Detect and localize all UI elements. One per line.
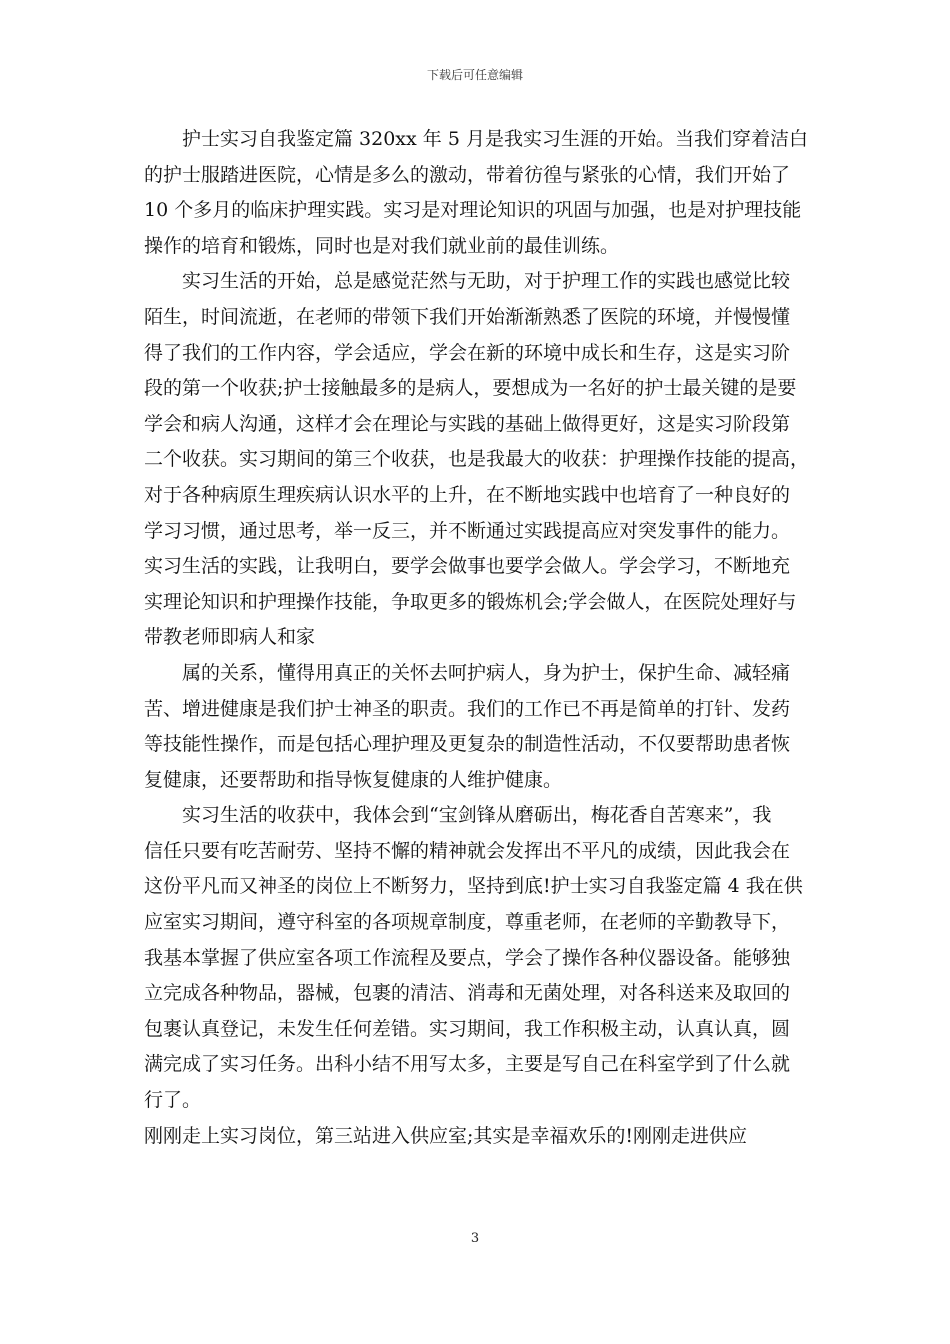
text-line: 应室实习期间，遵守科室的各项规章制度，尊重老师，在老师的辛勤教导下， (144, 911, 791, 934)
text-line: 行了。 (144, 1089, 202, 1112)
text-line: 信任只要有吃苦耐劳、坚持不懈的精神就会发挥出不平凡的成绩，因此我会在 (144, 839, 791, 862)
text-line: 10 个多月的临床护理实践。实习是对理论知识的巩固与加强，也是对护理技能 (144, 199, 802, 222)
paragraph-4 (144, 798, 808, 1118)
paragraph-2 (144, 264, 808, 656)
text-line: 对于各种病原生理疾病认识水平的上升，在不断地实践中也培育了一种良好的 (144, 483, 791, 506)
text-line: 包裹认真登记，未发生任何差错。实习期间，我工作积极主动，认真认真，圆 (144, 1017, 791, 1040)
text-line: 实习生活的开始，总是感觉茫然与无助，对于护理工作的实践也感觉比较 (182, 270, 791, 293)
text-line: 的护士服踏进医院，心情是多么的激动，带着彷徨与紧张的心情，我们开始了 (144, 163, 791, 186)
text-line: 立完成各种物品，器械，包裹的清洁、消毒和无菌处理，对各科送来及取回的 (144, 982, 791, 1005)
text-line: 学习习惯，通过思考，举一反三，并不断通过实践提高应对突发事件的能力。 (144, 519, 791, 542)
text-line: 我基本掌握了供应室各项工作流程及要点，学会了操作各种仪器设备。能够独 (144, 946, 791, 969)
text-line: 实理论知识和护理操作技能，争取更多的锻炼机会;学会做人，在医院处理好与 (144, 590, 797, 613)
text-line: 复健康，还要帮助和指导恢复健康的人维护健康。 (144, 768, 563, 791)
paragraph-5 (144, 1119, 808, 1155)
paragraph-1 (144, 122, 808, 264)
text-line: 得了我们的工作内容，学会适应，学会在新的环境中成长和生存，这是实习阶 (144, 341, 791, 364)
text-line: 实习生活的收获中，我体会到“宝剑锋从磨砺出，梅花香自苦寒来”，我 (182, 804, 772, 827)
text-line: 带教老师即病人和家 (144, 626, 316, 649)
text-line: 刚刚走上实习岗位，第三站进入供应室;其实是幸福欢乐的!刚刚走进供应 (144, 1124, 748, 1147)
text-line: 这份平凡而又神圣的岗位上不断努力，坚持到底!护士实习自我鉴定篇 4 我在供 (144, 875, 803, 898)
text-line: 陌生，时间流逝，在老师的带领下我们开始渐渐熟悉了医院的环境，并慢慢懂 (144, 305, 791, 328)
text-line: 属的关系，懂得用真正的关怀去呵护病人，身为护士，保护生命、减轻痛 (182, 661, 791, 684)
text-line: 段的第一个收获;护士接触最多的是病人，要想成为一名好的护士最关键的是要 (144, 377, 797, 400)
text-line: 操作的培育和锻炼，同时也是对我们就业前的最佳训练。 (144, 234, 620, 257)
paragraph-3 (144, 656, 808, 798)
text-line: 苦、增进健康是我们护士神圣的职责。我们的工作已不再是简单的打针、发药 (144, 697, 791, 720)
page-header: 下载后可任意编辑 (426, 68, 523, 82)
text-line: 满完成了实习任务。出科小结不用写太多，主要是写自己在科室学到了什么就 (144, 1053, 791, 1076)
page-number: 3 (470, 1231, 480, 1246)
text-line: 实习生活的实践，让我明白，要学会做事也要学会做人。学会学习，不断地充 (144, 555, 791, 578)
text-line: 二个收获。实习期间的第三个收获，也是我最大的收获：护理操作技能的提高， (144, 448, 810, 471)
text-line: 等技能性操作，而是包括心理护理及更复杂的制造性活动，不仅要帮助患者恢 (144, 733, 791, 756)
document-body (144, 122, 808, 1154)
text-line: 护士实习自我鉴定篇 320xx 年 5 月是我实习生涯的开始。当我们穿着洁白 (182, 128, 808, 150)
text-line: 学会和病人沟通，这样才会在理论与实践的基础上做得更好，这是实习阶段第 (144, 412, 791, 435)
